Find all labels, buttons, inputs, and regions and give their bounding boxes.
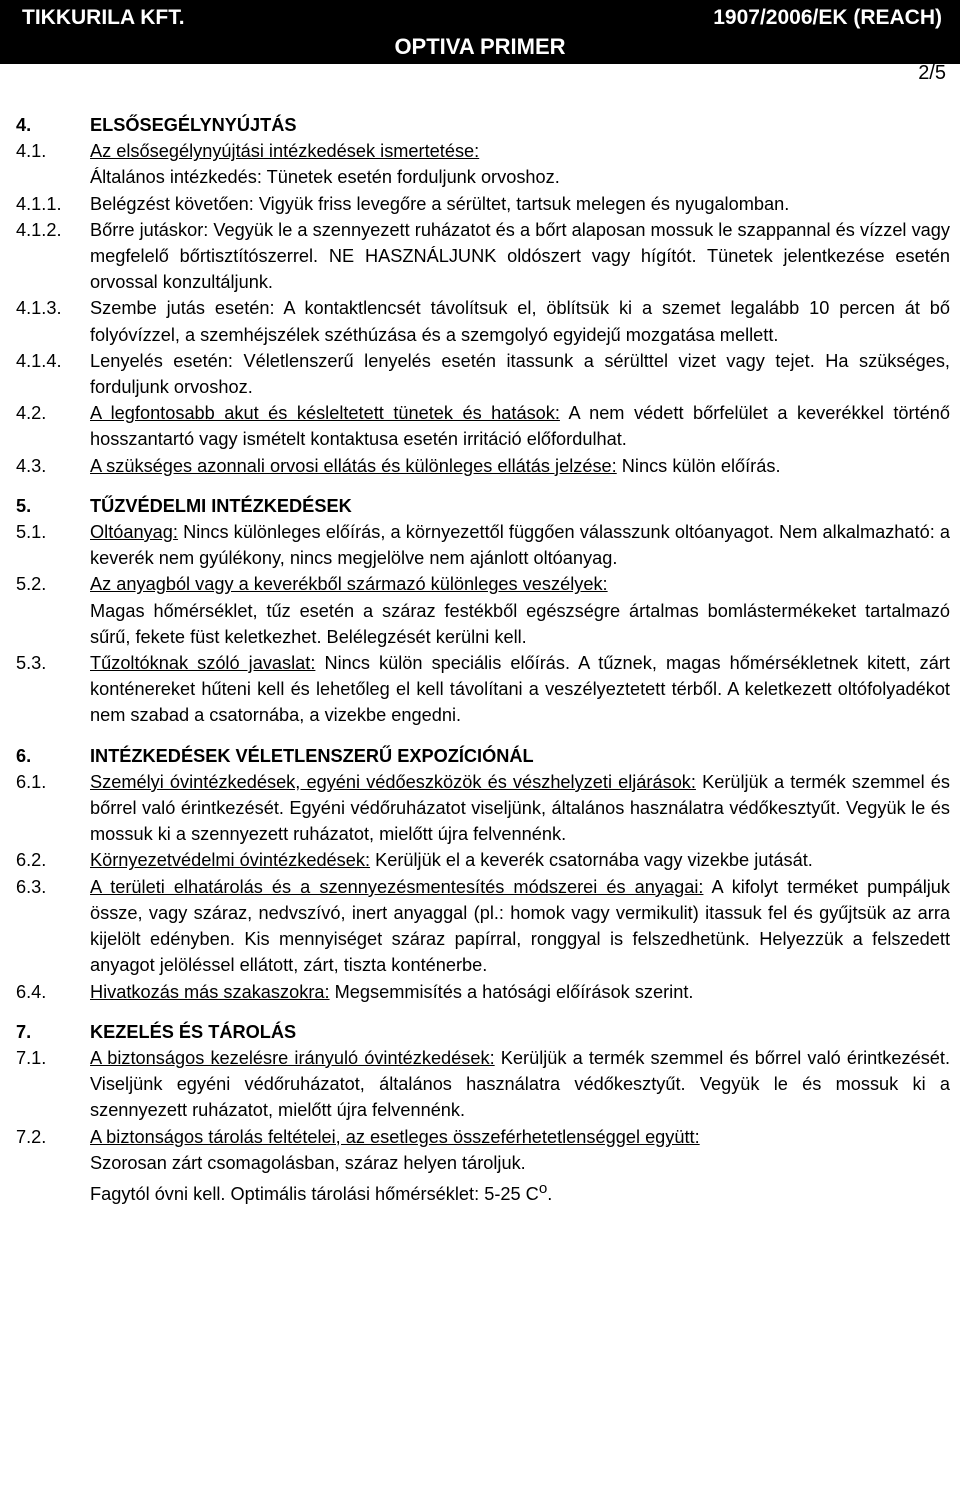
item-6-4: 6.4. Hivatkozás más szakaszokra: Megsemmisítés a hatósági előírások szerint.	[16, 981, 694, 1002]
item-4-1-4: 4.1.4. Lenyelés esetén: Véletlenszerű lenyelés esetén itassunk a sérülttel vizet vagy tejet. Ha szükséges, forduljunk orvoshoz.	[16, 350, 950, 398]
item-4-1-title: Az elsősegélynyújtási intézkedések ismertetése:	[90, 141, 480, 162]
page-header	[0, 0, 960, 84]
item-4-1-1: 4.1.1. Belégzést követően: Vigyük friss levegőre a sérültet, tartsuk melegen és nyugalomban.	[16, 193, 790, 214]
document-body	[16, 112, 950, 1207]
section-4-heading: 4. ELSŐSEGÉLYNYÚJTÁS	[16, 115, 297, 135]
item-4-1-3: 4.1.3. Szembe jutás esetén: A kontaktlencsét távolítsuk el, öblítsük ki a szemet legalább 10 percen át bő folyóvízzel, a szemhéjszélek széthúzása és a szemgolyó egyidejű mozgatása mellett.	[16, 298, 950, 345]
item-6-2: 6.2. Környezetvédelmi óvintézkedések: Kerüljük el a keverék csatornába vagy vizekbe jutását.	[16, 850, 813, 871]
item-5-3: 5.3. Tűzoltóknak szóló javaslat: Nincs külön speciális előírás. A tűznek, magas hőmérsékletnek kitett, zárt konténereket hűteni kell és lehetőleg el kell távolítani a veszélyeztetett térből. A keletkezett oltófolyadékot nem szabad a csatornába, a vizekbe engedni.	[16, 653, 950, 726]
item-7-1: 7.1. A biztonságos kezelésre irányuló óvintézkedések: Kerüljük a termék szemmel és bőrrel való érintkezését. Viseljünk egyéni védőruházatot, általános használatra védőkesztyűt. Vegyük le és mossuk ki a szennyezett ruházatot, mielőtt újra felvennénk.	[16, 1047, 951, 1121]
company-name: TIKKURILA KFT.	[22, 6, 185, 29]
item-6-3: 6.3. A területi elhatárolás és a szennyezésmentesítés módszerei és anyagai: A kifolyt terméket pumpáljuk össze, vagy száraz, nedvszívó, inert anyaggal (pl.: homok vagy vermikulit) itassuk fel és gyűjtsük az arra kijelölt edényben. Kis mennyiséget száraz papírral, ronggyal is felszedhetünk. Helyezzük a felszedett anyagot jelöléssel ellátott, zárt, tiszta konténerbe.	[16, 876, 950, 976]
item-5-1: 5.1. Oltóanyag: Nincs különleges előírás, a környezettől függően válasszunk oltóanyagot. Nem alkalmazható: a keverék nem gyúlékony, nincs megjelölve nem ajánlott oltóanyag.	[16, 522, 950, 569]
item-7-2: 7.2. A biztonságos tárolás feltételei, az esetleges összeférhetetlenséggel együtt: Szorosan zárt csomagolásban, száraz helyen tároljuk. Fagytól óvni kell. Optimális tárolási hőmérséklet: 5-25 $C^o$.	[16, 1126, 700, 1204]
item-4-3: 4.3. A szükséges azonnali orvosi ellátás és különleges ellátás jelzése: Nincs külön előírás.	[16, 455, 781, 476]
section-7-heading: 7. KEZELÉS ÉS TÁROLÁS	[16, 1021, 297, 1042]
degree-symbol: o	[538, 1179, 548, 1197]
item-4-2-title: A legfontosabb akut és késleltetett tünetek és hatások:	[90, 403, 560, 424]
section-6-heading: 6. INTÉZKEDÉSEK VÉLETLENSZERŰ EXPOZÍCIÓNÁL	[16, 745, 534, 766]
item-4-2: 4.2. A legfontosabb akut és késleltetett tünetek és hatások: A nem védett bőrfelület a keverékkel történő hosszantartó vagy ismételt kontaktusa esetén irritáció előfordulhat.	[16, 403, 950, 450]
item-4-1-general: Általános intézkedés: Tünetek esetén forduljunk orvoshoz.	[90, 167, 560, 188]
section-5-heading: 5. TŰZVÉDELMI INTÉZKEDÉSEK	[16, 495, 352, 516]
item-6-1: 6.1. Személyi óvintézkedések, egyéni védőeszközök és vészhelyzeti eljárások: Kerüljük a termék szemmel és bőrrel való érintkezését. Egyéni védőruházatot viseljünk, általános használatra védőkesztyűt. Vegyük le és mossuk ki a szennyezett ruházatot, mielőtt újra felvennénk.	[16, 771, 951, 845]
item-4-1: 4.1. Az elsősegélynyújtási intézkedések ismertetése: Általános intézkedés: Tünetek esetén forduljunk orvoshoz.	[16, 141, 560, 188]
product-name: OPTIVA PRIMER	[394, 34, 566, 59]
regulation-reference: 1907/2006/EK (REACH)	[713, 6, 942, 29]
item-4-3-title: A szükséges azonnali orvosi ellátás és különleges ellátás jelzése:	[90, 455, 617, 476]
page-number: 2/5	[918, 62, 946, 84]
item-4-1-2: 4.1.2. Bőrre jutáskor: Vegyük le a szennyezett ruházatot és a bőrt alaposan mossuk le szappannal és vízzel vagy megfelelő bőrtisztítószerrel. NE HASZNÁLJUNK oldószert vagy hígítót. Tünetek jelentkezése esetén orvossal konzultáljunk.	[16, 219, 950, 293]
item-5-2: 5.2. Az anyagból vagy a keverékből származó különleges veszélyek: Magas hőmérséklet, tűz esetén a száraz festékből egészségre ártalmas bomlástermékeket tartalmazó sűrű, fekete füst keletkezhet. Belélegzését kerülni kell.	[16, 574, 950, 647]
